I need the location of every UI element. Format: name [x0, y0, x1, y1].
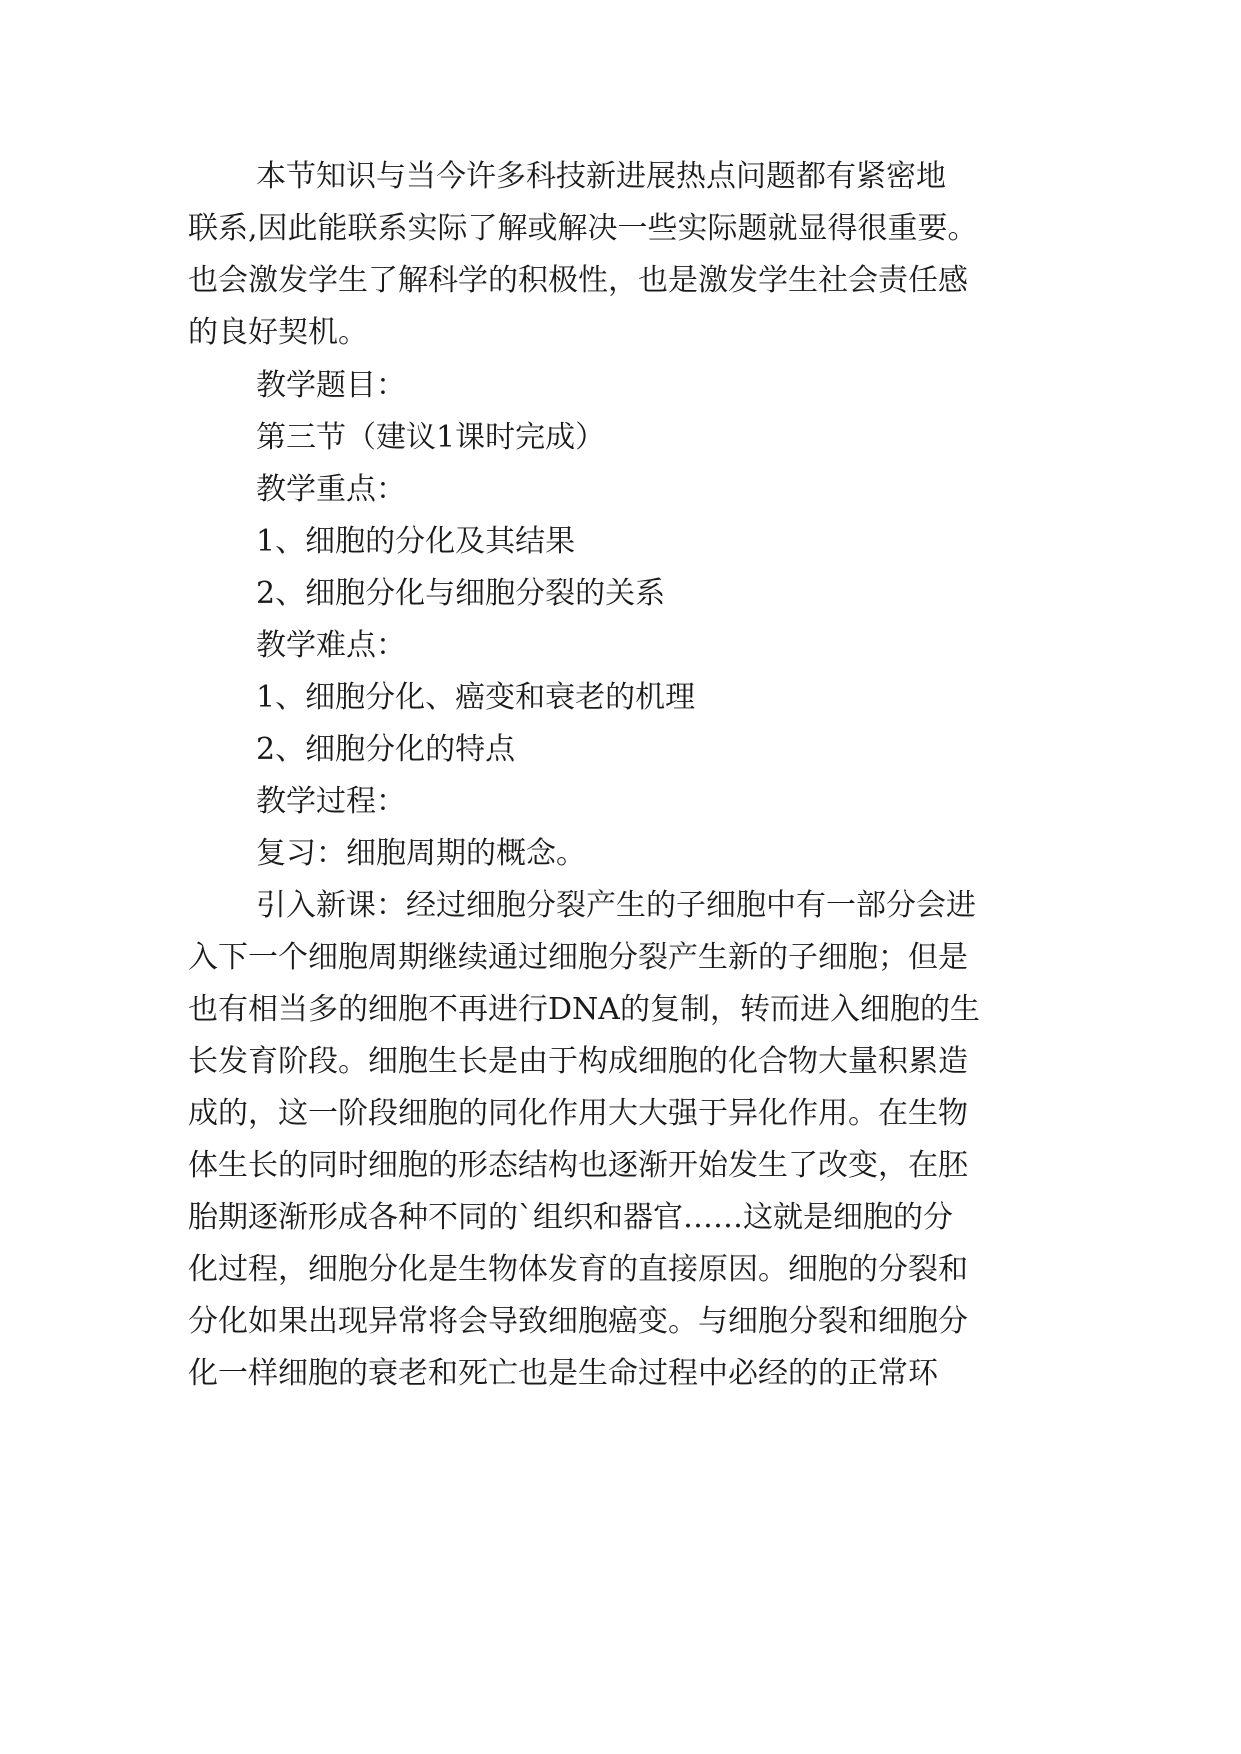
heading-key-points: 教学重点：	[256, 472, 406, 507]
paragraph-intro-line-3: 也会激发学生了解科学的积极性，也是激发学生社会责任感	[188, 263, 968, 298]
paragraph-intro-line-2: 联系,因此能联系实际了解或解决一些实际题就显得很重要。	[188, 211, 978, 246]
difficult-point-item-2: 2、细胞分化的特点	[256, 732, 516, 767]
heading-teaching-process: 教学过程：	[256, 784, 406, 819]
paragraph-new-lesson-line-2: 入下一个细胞周期继续通过细胞分裂产生新的子细胞；但是	[188, 940, 968, 975]
paragraph-new-lesson-line-10: 化一样细胞的衰老和死亡也是生命过程中必经的的正常环	[188, 1356, 938, 1391]
heading-teaching-topic: 教学题目：	[256, 368, 406, 403]
key-point-item-1: 1、细胞的分化及其结果	[256, 524, 576, 559]
paragraph-new-lesson-line-5: 成的，这一阶段细胞的同化作用大大强于异化作用。在生物	[188, 1096, 968, 1131]
heading-difficult-points: 教学难点：	[256, 628, 406, 663]
paragraph-new-lesson-line-4: 长发育阶段。细胞生长是由于构成细胞的化合物大量积累造	[188, 1044, 968, 1079]
key-point-item-2: 2、细胞分化与细胞分裂的关系	[256, 576, 666, 611]
paragraph-new-lesson-line-9: 分化如果出现异常将会导致细胞癌变。与细胞分裂和细胞分	[188, 1304, 968, 1339]
paragraph-new-lesson-line-6: 体生长的同时细胞的形态结构也逐渐开始发生了改变，在胚	[188, 1148, 968, 1183]
review-line: 复习：细胞周期的概念。	[256, 836, 586, 871]
paragraph-new-lesson-line-1: 引入新课：经过细胞分裂产生的子细胞中有一部分会进	[256, 888, 976, 923]
difficult-point-item-1: 1、细胞分化、癌变和衰老的机理	[256, 680, 696, 715]
paragraph-new-lesson-line-7: 胎期逐渐形成各种不同的`组织和器官……这就是细胞的分	[188, 1200, 953, 1235]
paragraph-new-lesson-line-3: 也有相当多的细胞不再进行DNA的复制，转而进入细胞的生	[188, 992, 980, 1027]
paragraph-new-lesson-line-8: 化过程，细胞分化是生物体发育的直接原因。细胞的分裂和	[188, 1252, 968, 1287]
paragraph-intro-line-4: 的良好契机。	[188, 315, 368, 350]
teaching-topic-value: 第三节（建议1课时完成）	[256, 420, 606, 455]
paragraph-intro-line-1: 本节知识与当今许多科技新进展热点问题都有紧密地	[256, 159, 946, 194]
